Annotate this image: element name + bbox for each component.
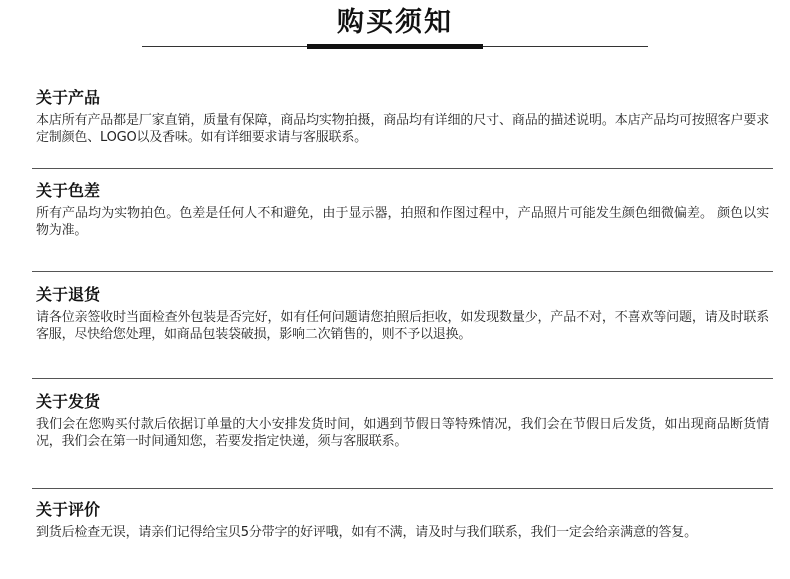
section-title: 关于评价 bbox=[36, 500, 101, 519]
section-body: 到货后检查无误，请亲们记得给宝贝5分带字的好评哦，如有不满，请及时与我们联系，我们一定会给亲满意的答复。 bbox=[36, 525, 697, 540]
section-divider bbox=[32, 168, 773, 169]
page-title: 购买须知 bbox=[337, 7, 453, 38]
section-title: 关于产品 bbox=[36, 88, 101, 107]
section-body: 请各位亲签收时当面检查外包装是否完好，如有任何问题请您拍照后拒收，如发现数量少，产品不对，不喜欢等问题，请及时联系客服，尽快给您处理，如商品包装袋破损，影响二次销售的，则不予以退换。 bbox=[36, 310, 769, 342]
section-returns bbox=[36, 284, 769, 379]
section-body: 所有产品均为实物拍色。色差是任何人不和避免，由于显示器，拍照和作图过程中，产品照片可能发生颜色细微偏差。 颜色以实物为准。 bbox=[36, 206, 769, 238]
section-shipping bbox=[36, 391, 769, 489]
page-header bbox=[0, 0, 790, 56]
section-title: 关于色差 bbox=[36, 181, 101, 200]
section-body: 本店所有产品都是厂家直销，质量有保障，商品均实物拍摄，商品均有详细的尺寸、商品的描述说明。本店产品均可按照客户要求定制颜色、LOGO以及香味。如有详细要求请与客服联系。 bbox=[36, 113, 769, 145]
section-product bbox=[36, 87, 769, 169]
section-reviews bbox=[36, 499, 769, 579]
section-divider bbox=[32, 271, 773, 272]
title-underline-accent bbox=[307, 44, 483, 49]
section-divider bbox=[32, 488, 773, 489]
section-title: 关于退货 bbox=[36, 285, 101, 304]
section-title: 关于发货 bbox=[36, 392, 101, 411]
section-divider bbox=[32, 378, 773, 379]
section-color-difference bbox=[36, 180, 769, 272]
notice-sections bbox=[36, 83, 769, 579]
section-body: 我们会在您购买付款后依据订单量的大小安排发货时间，如遇到节假日等特殊情况，我们会在节假日后发货，如出现商品断货情况，我们会在第一时间通知您，若要发指定快递，须与客服联系。 bbox=[36, 417, 769, 449]
